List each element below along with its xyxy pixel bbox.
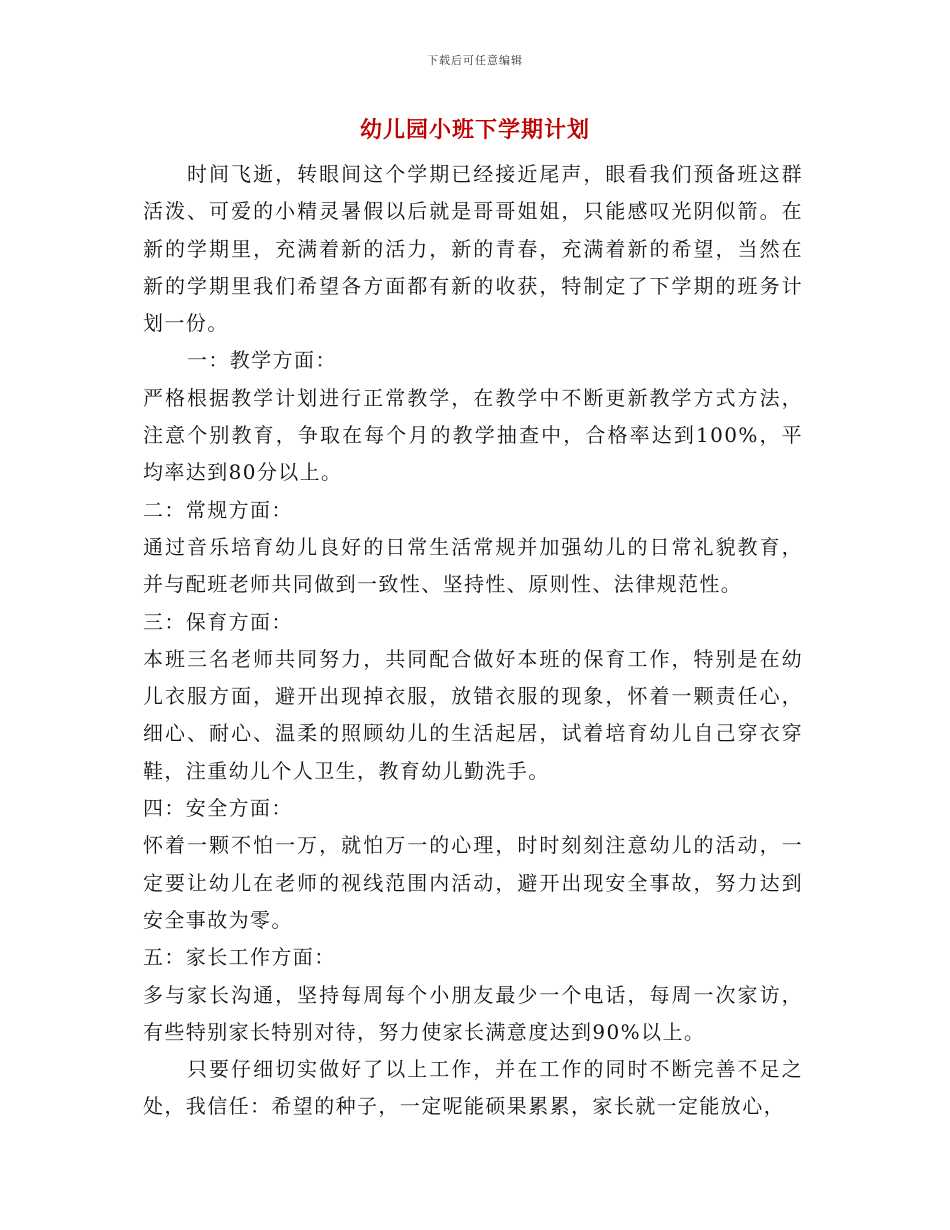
section-heading-teaching: 一：教学方面： (187, 348, 337, 373)
document-title: 幼儿园小班下学期计划 (359, 117, 590, 143)
section-text-safety: 怀着一颗不怕一万，就怕万一的心理，时时刻刻注意幼儿的活动，一定要让幼儿在老师的视线范围内活动，避开出现安全事故，努力达到安全事故为零。 (143, 833, 803, 932)
section-heading-parents: 五：家长工作方面： (143, 945, 336, 970)
closing-paragraph: 只要仔细切实做好了以上工作，并在工作的同时不断完善不足之处，我信任：希望的种子，一定呢能硕果累累，家长就一定能放心， (143, 1057, 803, 1119)
section-heading-care: 三：保育方面： (143, 609, 293, 634)
section-text-parents: 多与家长沟通，坚持每周每个小朋友最少一个电话，每周一次家访，有些特别家长特别对待，努力使家长满意度达到90%以上。 (143, 982, 803, 1044)
section-text-routine: 通过音乐培育幼儿良好的日常生活常规并加强幼儿的日常礼貌教育，并与配班老师共同做到一致性、坚持性、原则性、法律规范性。 (143, 534, 803, 597)
section-heading-safety: 四：安全方面： (143, 796, 293, 821)
document-body (143, 156, 803, 1126)
intro-paragraph: 时间飞逝，转眼间这个学期已经接近尾声，眼看我们预备班这群活泼、可爱的小精灵暑假以后就是哥哥姐姐，只能感叹光阴似箭。在新的学期里，充满着新的活力，新的青春，充满着新的希望，当然在新的学期里我们希望各方面都有新的收获，特制定了下学期的班务计划一份。 (143, 162, 803, 336)
header-note: 下载后可任意编辑 (427, 54, 523, 67)
section-text-care: 本班三名老师共同努力，共同配合做好本班的保育工作，特别是在幼儿衣服方面，避开出现掉衣服，放错衣服的现象，怀着一颗责任心，细心、耐心、温柔的照顾幼儿的生活起居，试着培育幼儿自己穿衣穿鞋，注重幼儿个人卫生，教育幼儿勤洗手。 (143, 646, 803, 783)
section-heading-routine: 二：常规方面： (143, 497, 293, 522)
section-text-teaching: 严格根据教学计划进行正常教学，在教学中不断更新教学方式方法，注意个别教育，争取在每个月的教学抽查中，合格率达到100%，平均率达到80分以上。 (143, 385, 803, 485)
